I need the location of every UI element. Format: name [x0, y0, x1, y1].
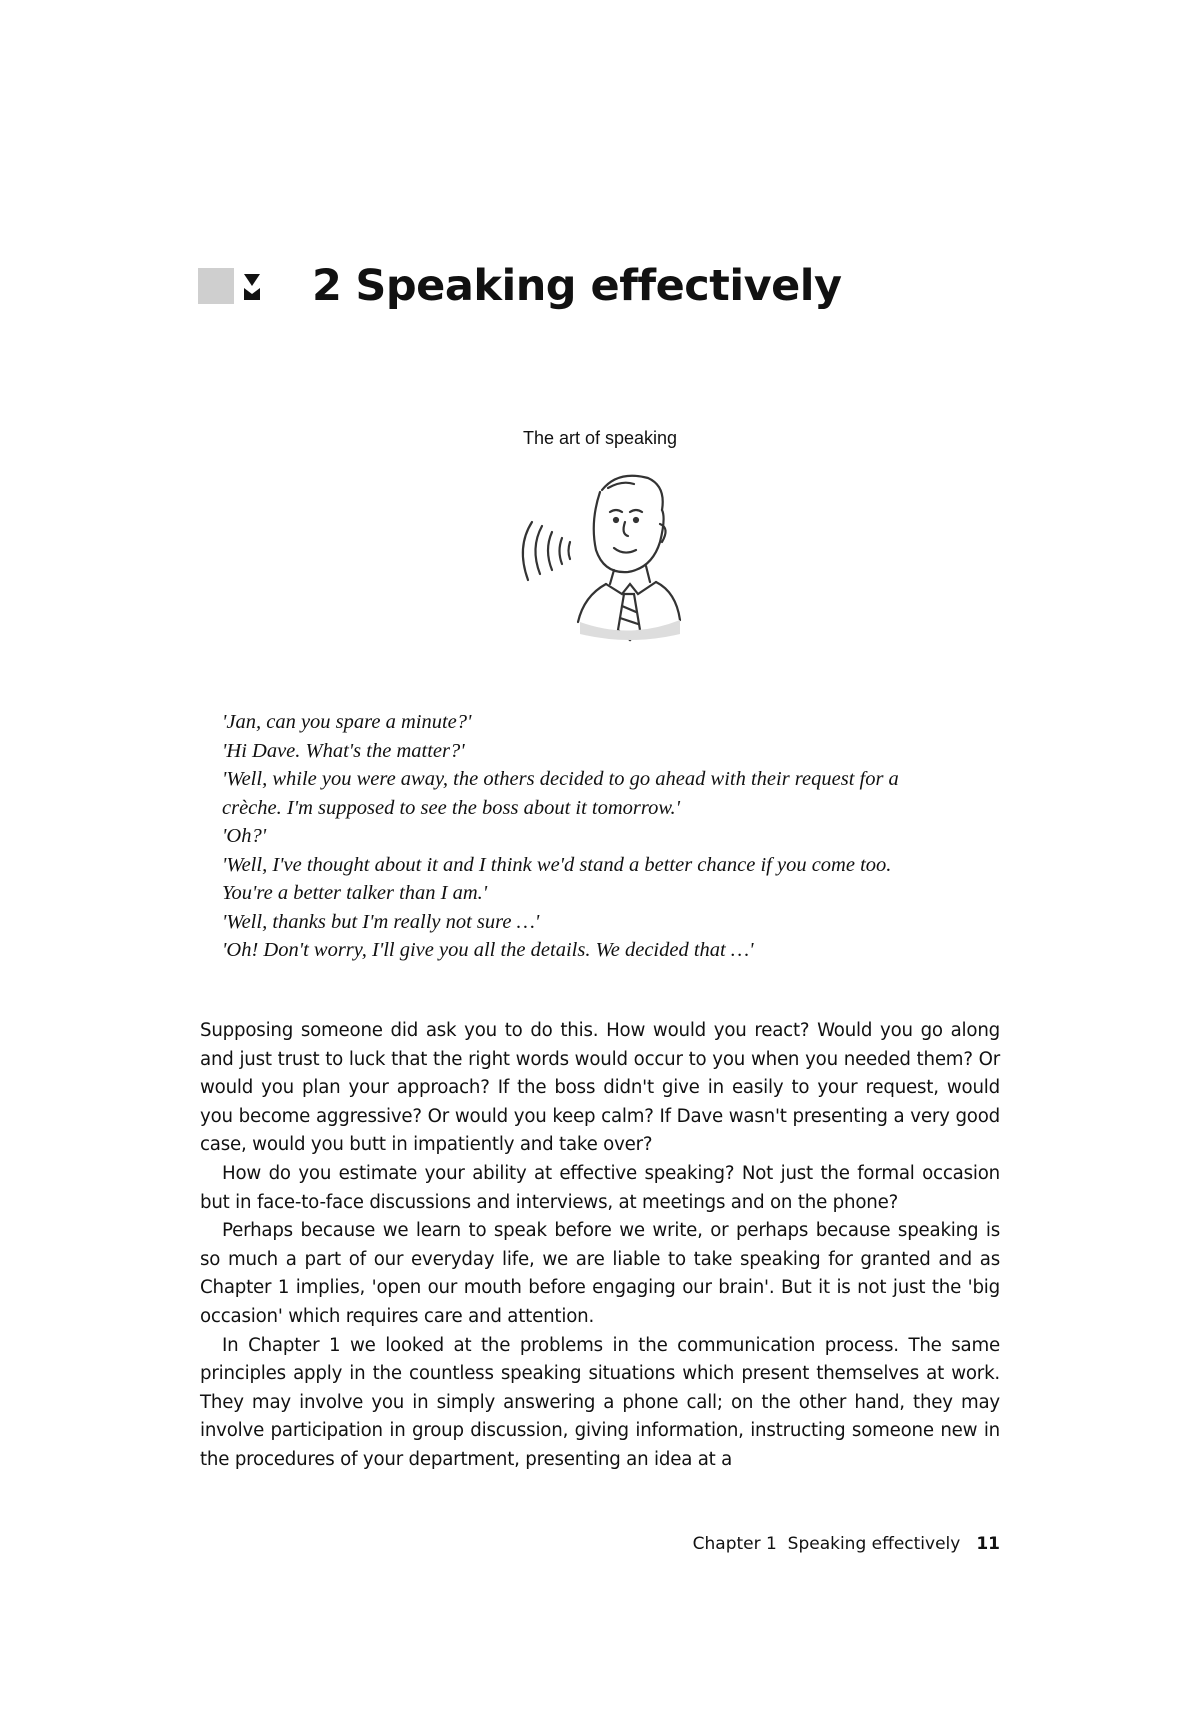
dialogue-line: 'Oh! Don't worry, I'll give you all the details. We decided that …': [222, 939, 754, 961]
dialogue-line: crèche. I'm supposed to see the boss about it tomorrow.': [222, 796, 681, 819]
dialogue-line: 'Jan, can you spare a minute?': [222, 711, 472, 733]
page-number: 11: [976, 1534, 1000, 1554]
paragraph: In Chapter 1 we looked at the problems in the communication process. The same principles apply in the countless speaking situations which present themselves at work. They may involve you in simply answering a phone call; on the other hand, they may involve participation in group discussion, giving information, instructing someone new in the procedures of your department, presenting an idea at a: [200, 1334, 1000, 1470]
speaking-man-icon: [510, 462, 690, 642]
dialogue-block: [222, 708, 1002, 965]
paragraph: How do you estimate your ability at effective speaking? Not just the formal occasion but in face-to-face discussions and interviews, at meetings and on the phone?: [200, 1162, 1000, 1213]
chapter-number: 2: [312, 261, 342, 311]
chapter-header: [198, 256, 842, 316]
running-head: Chapter 1 Speaking effectively: [692, 1534, 961, 1554]
paragraph: Supposing someone did ask you to do this. How would you react? Would you go along and just trust to luck that the right words would occur to you when you needed them? Or would you plan your approach? If the boss didn't give in easily to your request, would you become aggressive? Or would you keep calm? If Dave wasn't presenting a very good case, would you butt in impatiently and take over?: [200, 1020, 1000, 1156]
dialogue-line: You're a better talker than I am.': [222, 882, 488, 904]
illustration-caption: The art of speaking: [522, 428, 678, 448]
dialogue-line: 'Oh?': [222, 825, 267, 847]
chapter-marker-block: [198, 268, 234, 304]
chapter-title: [312, 261, 842, 311]
dialogue-line: 'Hi Dave. What's the matter?': [222, 739, 465, 762]
dialogue-line: 'Well, thanks but I'm really not sure …': [222, 910, 540, 933]
page-footer: [693, 1534, 1000, 1554]
dialogue-line: 'Well, while you were away, the others decided to go ahead with their request for a: [222, 768, 899, 790]
dialogue-line: 'Well, I've thought about it and I think we'd stand a better chance if you come too.: [222, 853, 892, 876]
paragraph: Perhaps because we learn to speak before we write, or perhaps because speaking is so much a part of our everyday life, we are liable to take speaking for granted and as Chapter 1 implies, 'open our mouth before engaging our brain'. But it is not just the 'big occasion' which requires care and attention.: [200, 1220, 1000, 1327]
body-text: [200, 1017, 1000, 1475]
chapter-arrow-icon: [242, 268, 262, 304]
chapter-title-text: Speaking effectively: [355, 261, 842, 311]
